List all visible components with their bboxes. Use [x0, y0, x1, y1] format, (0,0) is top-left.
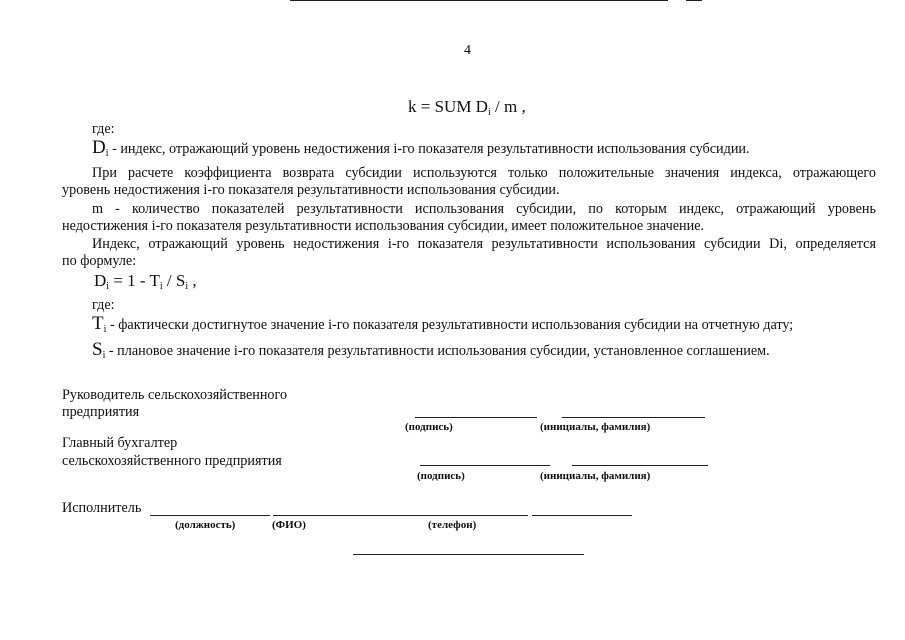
signature-1-sign-line: [415, 417, 537, 418]
definition-t-sub: i: [103, 324, 107, 335]
paragraph-3-line-1: Индекс, отражающий уровень недостижения i-го показателя результативности использования субсидии Di, определяется: [92, 236, 876, 252]
formula-k-sub: i: [487, 107, 491, 118]
definition-d-symbol: D: [92, 137, 106, 158]
formula-k: [408, 97, 526, 117]
executor-fio-line: [273, 515, 528, 516]
formula-d-mid: = 1 - T: [109, 271, 160, 290]
definition-s: [92, 339, 770, 361]
paragraph-2-line-1: m - количество показателей результативности использования субсидии, по которым индекс, отражающий уровень: [92, 201, 876, 217]
signature-2-title-line-2: сельскохозяйственного предприятия: [62, 453, 282, 469]
signature-2-title-line-1: Главный бухгалтер: [62, 435, 178, 451]
formula-d-end: ,: [188, 271, 197, 290]
signature-1-title-line-2: предприятия: [62, 404, 140, 420]
formula-k-rhs: / m ,: [490, 97, 526, 116]
definition-t-text: - фактически достигнутое значение i-го показателя результативности использования субсидии на отчетную дату;: [106, 317, 794, 333]
definition-d-text: - индекс, отражающий уровень недостижения i-го показателя результативности использования субсидии.: [108, 141, 750, 157]
signature-1-name-caption: (инициалы, фамилия): [540, 421, 651, 433]
definition-s-symbol: S: [92, 339, 103, 360]
definition-d-sub: i: [105, 148, 109, 159]
definition-d: [92, 137, 750, 159]
page-number: 4: [464, 43, 471, 58]
definition-t: [92, 313, 794, 335]
signature-1-name-line: [562, 417, 705, 418]
signature-2-name-line: [572, 465, 708, 466]
formula-d-slash: / S: [162, 271, 186, 290]
paragraph-3-line-2: по формуле:: [62, 253, 137, 269]
signature-1-sign-caption: (подпись): [405, 421, 453, 433]
formula-d-sub: i: [106, 281, 110, 292]
executor-label: Исполнитель: [62, 500, 142, 516]
top-edge-line: [290, 0, 668, 1]
executor-phone-line: [532, 515, 632, 516]
top-edge-dash: [686, 0, 702, 1]
where-label-1: где:: [92, 121, 115, 137]
definition-t-symbol: T: [92, 313, 104, 334]
formula-d: [94, 271, 197, 291]
definition-s-sub: i: [102, 350, 106, 361]
paragraph-2-line-2: недостижения i-го показателя результативности использования субсидии, имеет положительное значение.: [62, 218, 705, 234]
definition-s-text: - плановое значение i-го показателя результативности использования субсидии, установленное соглашением.: [105, 343, 770, 359]
executor-fio-caption: (ФИО): [272, 519, 306, 531]
formula-s-sub: i: [185, 281, 189, 292]
paragraph-1-line-1: При расчете коэффициента возврата субсидии используются только положительные значения индекса, отражающего: [92, 165, 876, 181]
formula-d-symbol: D: [94, 271, 107, 290]
signature-2-sign-caption: (подпись): [417, 470, 465, 482]
executor-position-line: [150, 515, 270, 516]
executor-phone-caption: (телефон): [428, 519, 477, 531]
executor-position-caption: (должность): [175, 519, 236, 531]
signature-2-sign-line: [420, 465, 550, 466]
formula-t-sub: i: [159, 281, 163, 292]
paragraph-1-line-2: уровень недостижения i-го показателя результативности использования субсидии.: [62, 182, 560, 198]
where-label-2: где:: [92, 297, 115, 313]
signature-1-title-line-1: Руководитель сельскохозяйственного: [62, 387, 288, 403]
bottom-separator-line: [353, 554, 584, 555]
signature-2-name-caption: (инициалы, фамилия): [540, 470, 651, 482]
formula-k-lhs: k = SUM D: [408, 97, 488, 116]
